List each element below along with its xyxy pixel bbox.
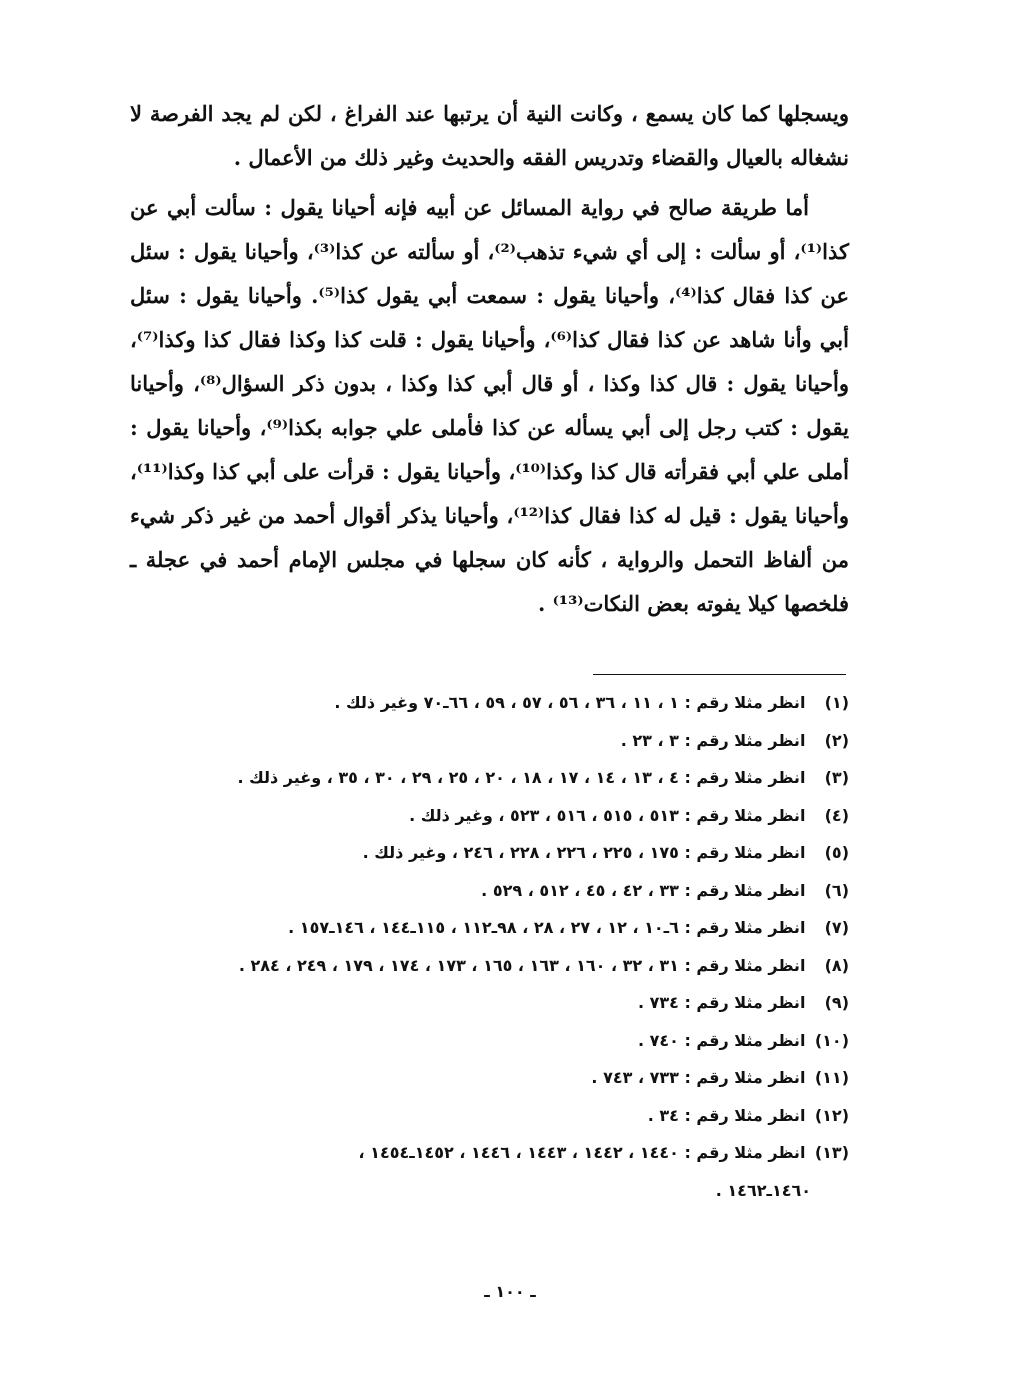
footnote-9	[80, 988, 849, 1026]
footnote-text: انظر مثلا رقم : ٥١٣ ، ٥١٥ ، ٥١٦ ، ٥٢٣ ، وغير ذلك .	[409, 805, 806, 825]
footnote-number: (١١)	[814, 1068, 849, 1087]
footnote-number: (٥)	[824, 843, 849, 862]
footnote-text: انظر مثلا رقم : ١٤٤٠ ، ١٤٤٢ ، ١٤٤٣ ، ١٤٤٦ ، ١٤٥٢ـ١٤٥٤ ،	[358, 1143, 806, 1162]
footnote-number: (٣)	[824, 768, 849, 787]
footnote-text: انظر مثلا رقم : ٧٣٤ .	[637, 993, 806, 1012]
footnote-number: (٤)	[824, 805, 849, 825]
footnote-text: انظر مثلا رقم : ٧٣٣ ، ٧٤٣ .	[591, 1068, 806, 1087]
footnote-separator	[593, 674, 846, 675]
footnote-number: (٦)	[824, 880, 849, 900]
footnote-number: (١٢)	[814, 1105, 849, 1125]
footnote-number: (٨)	[824, 955, 849, 975]
footnote-11	[80, 1063, 849, 1101]
footnote-text: انظر مثلا رقم : ١ ، ١١ ، ٣٦ ، ٥٦ ، ٥٧ ، ٥٩ ، ٦٦ـ٧٠ وغير ذلك .	[334, 693, 806, 712]
footnote-text: انظر مثلا رقم : ٤ ، ١٣ ، ١٤ ، ١٧ ، ١٨ ، ٢٠ ، ٢٥ ، ٢٩ ، ٣٠ ، ٣٥ ، وغير ذلك .	[237, 768, 806, 787]
footnote-10	[80, 1026, 849, 1064]
page-number: ـ ١٠٠ ـ	[484, 1282, 536, 1301]
footnote-text: انظر مثلا رقم : ١٧٥ ، ٢٢٥ ، ٢٢٦ ، ٢٢٨ ، ٢٤٦ ، وغير ذلك .	[362, 843, 806, 862]
footnote-number: (١)	[824, 693, 849, 712]
footnote-text: انظر مثلا رقم : ٣ ، ٢٣ .	[620, 730, 806, 750]
footnote-8	[80, 951, 849, 989]
footnote-13-continuation	[80, 1176, 849, 1214]
footnote-number: (٩)	[824, 993, 849, 1012]
footnote-5	[80, 838, 849, 876]
footnotes	[80, 688, 849, 1213]
footnote-text: انظر مثلا رقم : ٧٤٠ .	[637, 1030, 806, 1050]
footnote-12	[80, 1101, 849, 1139]
footnote-4	[80, 801, 849, 839]
footnote-13	[80, 1138, 849, 1176]
footnote-text: ١٤٦٠ـ١٤٦٢ .	[715, 1180, 811, 1200]
footnote-text: انظر مثلا رقم : ٣١ ، ٣٢ ، ١٦٠ ، ١٦٣ ، ١٦٥ ، ١٧٣ ، ١٧٤ ، ١٧٩ ، ٢٤٩ ، ٢٨٤ .	[238, 955, 806, 975]
footnote-7	[80, 913, 849, 951]
footnote-2	[80, 726, 849, 764]
footnote-6	[80, 876, 849, 914]
footnote-number: (٧)	[824, 918, 849, 937]
footnote-3	[80, 763, 849, 801]
footnote-number: (٢)	[824, 730, 849, 750]
footnote-1	[80, 688, 849, 726]
paragraph-1: ويسجلها كما كان يسمع ، وكانت النية أن يرتبها عند الفراغ ، لكن لم يجد الفرصة لا نشغاله بالعيال والقضاء وتدريس الفقه والحديث وغير ذلك من الأعمال .	[130, 101, 849, 170]
footnote-text: انظر مثلا رقم : ٣٣ ، ٤٢ ، ٤٥ ، ٥١٢ ، ٥٢٩ .	[481, 880, 806, 900]
footnote-text: انظر مثلا رقم : ٦ـ١٠ ، ١٢ ، ٢٧ ، ٢٨ ، ٩٨ـ١١٢ ، ١١٥ـ١٤٤ ، ١٤٦ـ١٥٧ .	[288, 918, 806, 937]
footnote-number: (١٣)	[814, 1143, 849, 1162]
paragraph-2: أما طريقة صالح في رواية المسائل عن أبيه فإنه أحيانا يقول : سألت أبي عن كذا⁽¹⁾، أو سألت : إلى أي شيء تذهب⁽²⁾، أو سألته عن كذا⁽³⁾، وأحيانا يقول : سئل عن كذا فقال كذا⁽⁴⁾، وأحيانا يقول : سمعت أبي يقول كذا⁽⁵⁾. وأحيانا يقول : سئل أبي وأنا شاهد عن كذا فقال كذا⁽⁶⁾، وأحيانا يقول : قلت كذا وكذا فقال كذا وكذا⁽⁷⁾، وأحيانا يقول : قال كذا وكذا ، أو قال أبي كذا وكذا ، بدون ذكر السؤال⁽⁸⁾، وأحيانا يقول : كتب رجل إلى أبي يسأله عن كذا فأملى علي جوابه بكذا⁽⁹⁾، وأحيانا يقول : أملى علي أبي فقرأته قال كذا وكذا⁽¹⁰⁾، وأحيانا يقول : قرأت على أبي كذا وكذا⁽¹¹⁾، وأحيانا يقول : قيل له كذا فقال كذا⁽¹²⁾، وأحيانا يذكر أقوال أحمد من غير ذكر شيء من ألفاظ التحمل والرواية ، كأنه كان سجلها في مجلس الإمام أحمد في عجلة ـ فلخصها كيلا يفوته بعض النكات⁽¹³⁾ .	[130, 195, 850, 616]
main-text	[130, 92, 849, 626]
footnote-text: انظر مثلا رقم : ٣٤ .	[647, 1105, 806, 1125]
footnote-number: (١٠)	[814, 1030, 849, 1050]
